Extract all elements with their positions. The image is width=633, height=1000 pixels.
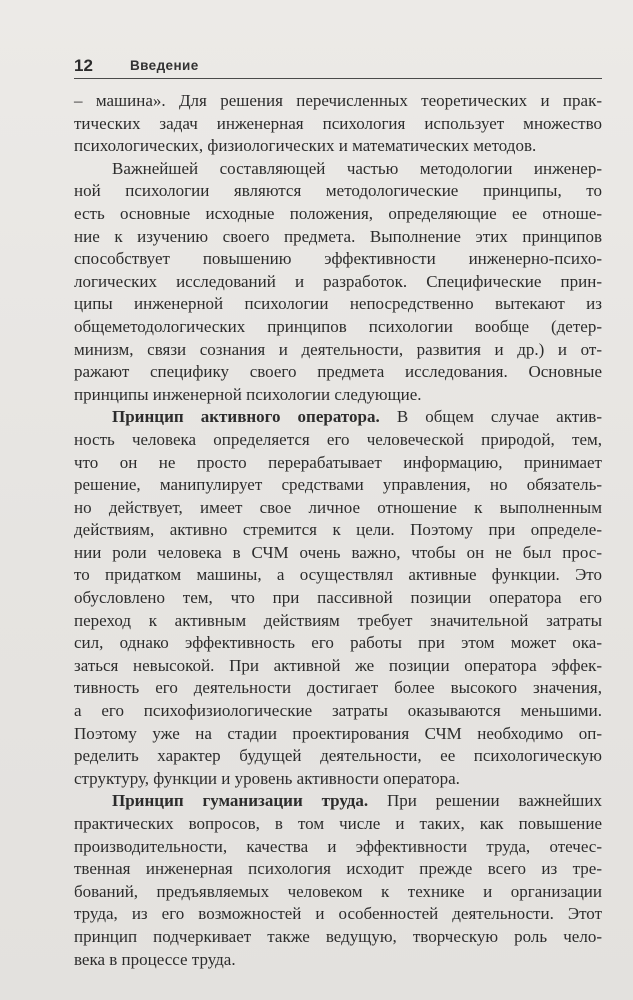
running-head [74,56,602,80]
text-line: тических задач инженерная психология использует множество [74,113,602,133]
text-line: обусловлено тем, что при пассивной позиции оператора его [74,588,602,608]
body-text [74,90,602,971]
text-line: века в процессе труда. [74,949,236,969]
text-line: минизм, связи сознания и деятельности, развития и др.) и от- [74,339,602,359]
text-line: ность человека определяется его человеческой природой, тем, [74,429,602,449]
text-line: ципы инженерной психологии непосредственно вытекают из [74,294,602,314]
text-line: сил, однако эффективность его работы при этом может ока- [74,633,602,653]
text-line: способствует повышению эффективности инженерно-психо- [74,249,602,269]
text-line: что он не просто перерабатывает информацию, принимает [74,452,602,472]
text-line: Поэтому уже на стадии проектирования СЧМ необходимо оп- [74,723,602,743]
text-line: тивность его деятельности достигает более высокого значения, [74,678,602,698]
text-line [74,406,602,429]
paragraph-humanization [74,790,602,971]
text-line: практических вопросов, в том числе и таких, как повышение [74,814,602,833]
text-line: логических исследований и разработок. Специфические прин- [74,271,602,291]
paragraph-1 [74,90,602,158]
text-line: Важнейшей составляющей частью методологии инженер- [112,158,602,178]
text-line: – машина». Для решения перечисленных теоретических и прак- [74,91,602,110]
text-line: нии роли человека в СЧМ очень важно, чтобы он не был прос- [74,542,602,562]
text-line: то придатком машины, а осуществлял активные функции. Это [74,565,602,585]
text-line: психологических, физиологических и математических методов. [74,136,537,156]
principle-heading: Принцип активного оператора. [112,407,380,427]
text-line: бований, предъявляемых человеком к технике и организации [74,881,602,901]
text-line: ражают специфику своего предмета исследования. Основные [74,362,602,382]
section-title: Введение [130,58,199,73]
text-line: общеметодологических принципов психологии вообще (детер- [74,316,602,336]
text-line: ной психологии являются методологические принципы, то [74,181,602,201]
text-line: принципы инженерной психологии следующие. [74,384,422,404]
text-line: производительности, качества и эффективности труда, отечес- [74,836,602,856]
text-line: труда, из его возможностей и особенностей деятельности. Этот [74,904,602,924]
paragraph-active-operator [74,406,602,790]
paragraph-2 [74,158,602,407]
header-rule [74,78,602,79]
text-line: есть основные исходные положения, определяющие ее отноше- [74,203,602,223]
text-line: решение, манипулирует средствами управления, но обязатель- [74,475,602,495]
text-line: ределить характер будущей деятельности, ее психологическую [74,746,602,766]
text-line: твенная инженерная психология исходит прежде всего из тре- [74,859,602,879]
text-line [74,790,602,813]
text-run: При решении важнейших [368,791,602,811]
text-run: В общем случае актив- [379,407,602,427]
text-line: переход к активным действиям требует значительной затраты [74,610,602,630]
text-line: структуру, функции и уровень активности оператора. [74,768,460,788]
page-number: 12 [74,56,93,75]
text-line: принцип подчеркивает также ведущую, творческую роль чело- [74,926,602,946]
text-line: но действует, имеет свое личное отношение к выполненным [74,497,602,517]
text-line: заться невысокой. При активной же позиции оператора эффек- [74,655,602,675]
text-line: ние к изучению своего предмета. Выполнение этих принципов [74,226,602,246]
principle-heading: Принцип гуманизации труда. [112,791,369,811]
text-line: действиям, активно стремится к цели. Поэтому при определе- [74,520,602,540]
text-line: а его психофизиологические затраты оказываются меньшими. [74,701,602,721]
